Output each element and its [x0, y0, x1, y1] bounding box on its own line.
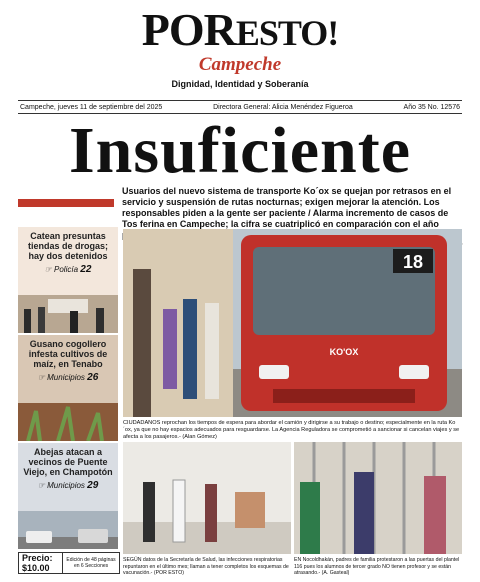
route-number: 18 [402, 252, 424, 272]
price: Precio: $10.00 [19, 553, 63, 573]
bus-photo [123, 229, 462, 417]
sidebar-story-police[interactable] [18, 227, 118, 333]
police-photo [18, 295, 118, 333]
director-text: Directora General: Alicia Menéndez Figueroa [213, 103, 353, 111]
issue-number: Año 35 No. 12576 [403, 103, 460, 111]
sidebar-page-ref: ☞ Municipios 26 [37, 372, 99, 383]
cornfield-photo [18, 403, 118, 441]
masthead [0, 6, 480, 89]
accent-bar [18, 199, 114, 207]
bus-illustration [123, 229, 462, 417]
headline: Insuficiente [69, 114, 411, 187]
protest-caption: EN Nocoldhakán, padres de familia protestaron a las puertas del plantel 116 pues los alumnos de tercer grado NO tienen profesor y se están atrasando.- (A. Gasteal) [294, 557, 460, 576]
protest-photo [294, 442, 462, 554]
date-text: Campeche, jueves 11 de septiembre del 2025 [20, 103, 163, 111]
deck-text: Usuarios del nuevo sistema de transporte Ko´ox se quejan por retrasos en el servicio y suspensión de rutas nocturnas; exigen mejorar la atención. Los responsables piden a la gente ser paciente / Alarma incremento de casos de Tos ferina en Campeche; la cifra se cuatriplicó en comparación con el año [122, 186, 452, 229]
dateline [18, 100, 462, 114]
sidebar-title: Gusano cogollero infesta cultivos de maíz, en Tenabo [28, 339, 108, 369]
edition-name: Campeche [198, 54, 282, 75]
motto: Dignidad, Identidad y Soberanía [171, 79, 309, 89]
price-box [18, 552, 120, 574]
street-photo [18, 511, 118, 549]
sidebar-title: Catean presuntas tiendas de drogas; hay dos detenidos [27, 231, 108, 261]
sidebar-story-pest[interactable] [18, 335, 118, 441]
sidebar-title: Abejas atacan a vecinos de Puente Viejo, en Champotón [23, 447, 113, 477]
sidebar-page-ref: ☞ Policía 22 [44, 264, 92, 275]
clinic-caption: SEGÚN datos de la Secretaría de Salud, las infecciones respiratorias repuntaron en el último mes; llaman a tener completos los esquemas de vacunación.- (POR ESTO) [123, 557, 289, 576]
main-caption: CIUDADANOS reprochan los tiempos de espera para abordar el camión y dirigirse a su trabajo o destino; especialmente en la ruta Ko´ox, ya que no hay espacios adecuados para resguardarse. La Agencia Reguladora se comprometió a sancionar si cancelan viajes y se afecta a los pasajeros.- (Alan Gómez) [123, 420, 460, 440]
clinic-photo [123, 442, 291, 554]
bus-brand: KO'OX [329, 347, 359, 357]
sidebar-story-bees[interactable] [18, 443, 118, 549]
logo: PORESTO! [141, 4, 339, 55]
edition-info: Edición de 48 páginas en 6 Secciones [66, 557, 116, 569]
sidebar-page-ref: ☞ Municipios 29 [37, 480, 99, 491]
